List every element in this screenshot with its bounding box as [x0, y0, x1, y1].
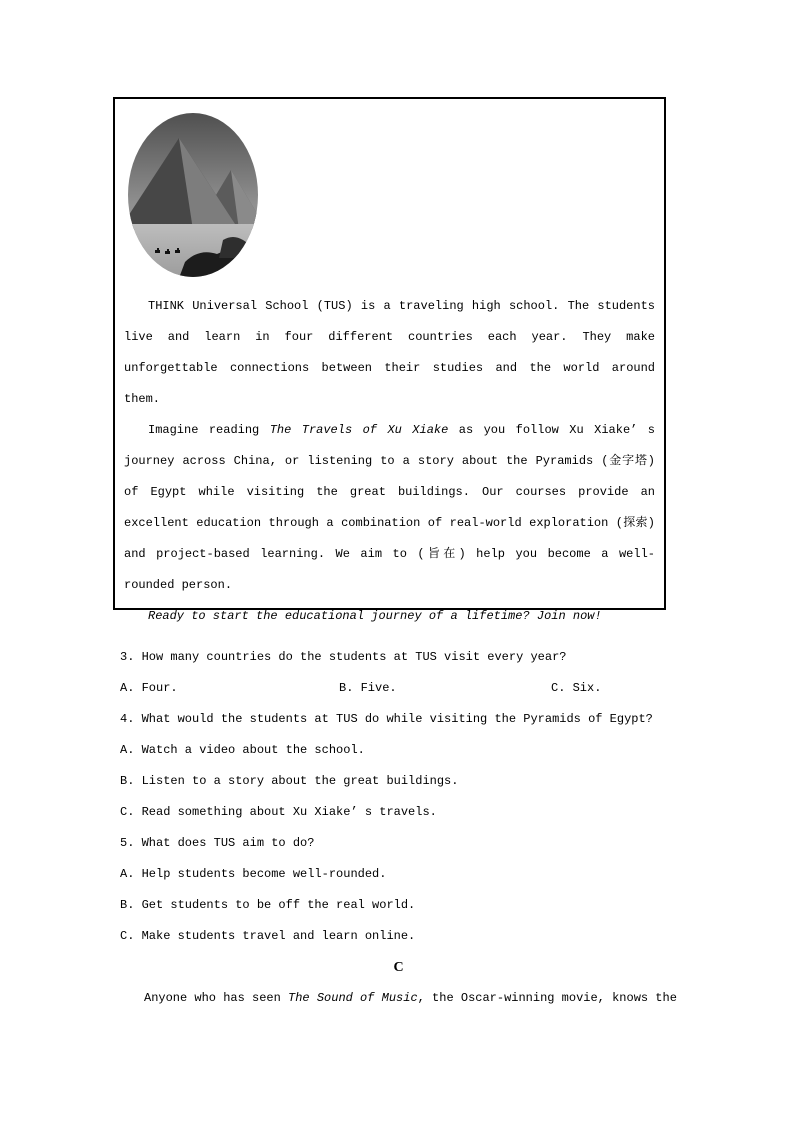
paragraph-text: THINK Universal School (TUS) is a traveling high school. The students live and learn in four different countries each year. They make unforgettable connections between their studies and the world around them. [124, 299, 655, 406]
passage-closing-line [124, 601, 655, 632]
passage-paragraph-1 [124, 291, 655, 415]
option-b: B. Five. [339, 681, 397, 695]
paragraph-text: Ready to start the educational journey of a lifetime? Join now! [148, 609, 602, 623]
paragraph-text: , the Oscar-winning movie, knows the [417, 991, 677, 1005]
option-a: A. Watch a video about the school. [120, 743, 365, 757]
option-a: A. Four. [120, 681, 178, 695]
option-c: C. Read something about Xu Xiake’ s travels. [120, 805, 437, 819]
movie-title-italic: The Sound of Music [288, 991, 418, 1005]
passage-paragraph-2 [124, 415, 655, 601]
book-title-italic: The Travels of Xu Xiake [269, 423, 449, 437]
question-3: 3. How many countries do the students at TUS visit every year? [120, 650, 567, 664]
pyramids-photo-graphic [127, 112, 259, 278]
passage-box [113, 97, 666, 623]
paragraph-text: Imagine reading [148, 423, 270, 437]
questions-section [120, 642, 677, 1014]
paragraph-text: as you follow Xu Xiake’ s journey across China, or listening to a story about the Pyramids (金字塔) of Egypt while visiting the great buildings. Our courses provide an excellent education through a combination of real-world exploration (探索) and project-based learning. We aim to (旨在) help you become a well-rounded person. [124, 423, 655, 592]
paragraph-text: Anyone who has seen [144, 991, 289, 1005]
option-b: B. Get students to be off the real world. [120, 898, 416, 912]
question-4: 4. What would the students at TUS do while visiting the Pyramids of Egypt? [120, 712, 653, 726]
option-c: C. Six. [551, 681, 602, 695]
pyramids-photo [127, 112, 259, 278]
next-passage-opening [120, 983, 677, 1014]
option-c: C. Make students travel and learn online. [120, 929, 416, 943]
section-label: C [393, 960, 404, 975]
option-b: B. Listen to a story about the great buildings. [120, 774, 459, 788]
question-3-options [120, 673, 677, 704]
option-a: A. Help students become well-rounded. [120, 867, 387, 881]
question-5: 5. What does TUS aim to do? [120, 836, 315, 850]
